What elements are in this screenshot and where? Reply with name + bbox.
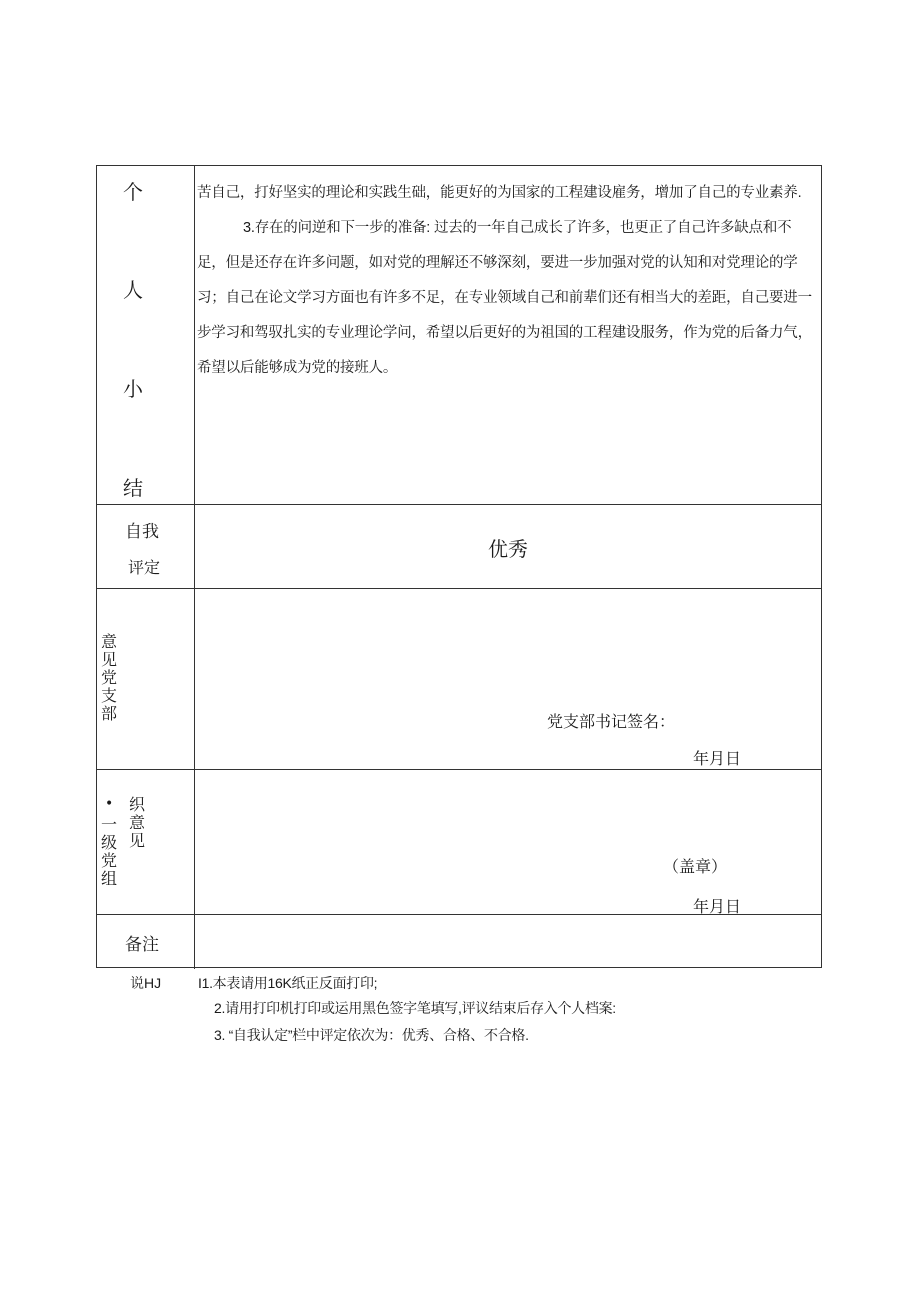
branch-opinion-date: 年月日 xyxy=(693,749,742,768)
summary-content-cell xyxy=(195,166,821,504)
self-eval-label: 评定 xyxy=(128,558,161,577)
self-eval-content-cell xyxy=(195,505,821,588)
summary-label-char: 人 xyxy=(123,278,143,302)
self-eval-label-cell xyxy=(97,505,195,588)
summary-row xyxy=(97,166,821,505)
branch-opinion-row xyxy=(97,589,821,770)
branch-secretary-signature-label: 党支部书记签名： xyxy=(547,712,676,731)
footnote-item: I1.本表请用16K纸正反面打印; xyxy=(198,975,378,991)
higher-opinion-label: 织意见 xyxy=(129,795,146,850)
summary-paragraph: 苦自己，打好坚实的理论和实践生础，能更好的为国家的工程建设雇务，增加了自己的专业素养. xyxy=(197,185,802,201)
branch-opinion-label: 意见党支部 xyxy=(101,632,118,723)
higher-opinion-label: 一级党组 xyxy=(101,815,118,888)
self-eval-label: 自我 xyxy=(125,522,159,542)
notes-content-cell xyxy=(195,915,821,969)
summary-text xyxy=(197,176,819,386)
summary-label-cell xyxy=(97,166,195,504)
notes-label-cell xyxy=(97,915,195,969)
self-eval-value: 优秀 xyxy=(488,537,528,561)
self-eval-row xyxy=(97,505,821,589)
footnote-item: 2.请用打印机打印或运用黑色签字笔填写,评议结束后存入个人档案: xyxy=(214,1000,616,1016)
stamp-label: （盖章） xyxy=(663,857,728,876)
notes-label: 备注 xyxy=(125,935,159,955)
higher-opinion-row xyxy=(97,770,821,915)
branch-opinion-label-cell xyxy=(97,589,195,769)
branch-opinion-content-cell xyxy=(195,589,821,769)
higher-opinion-date: 年月日 xyxy=(693,897,742,916)
bullet-mark: • xyxy=(105,796,114,812)
notes-row xyxy=(97,915,821,969)
summary-label-char: 结 xyxy=(123,476,143,500)
higher-opinion-content-cell xyxy=(195,770,821,914)
higher-opinion-label-cell xyxy=(97,770,195,914)
summary-label-char: 小 xyxy=(123,377,143,401)
evaluation-form-table xyxy=(96,165,822,968)
summary-paragraph: 3.存在的问逆和下一步的准备: 过去的一年自己成长了许多，也更正了自己许多缺点和不足，但是还存在许多问题，如对党的理解还不够深刻，要进一步加强对党的认知和对党理论的学习；自己在论文学习方面也有许多不足，在专业领域自己和前辈们还有相当大的差距，自己要进一步学习和驾驭扎实的专业理论学问，希望以后更好的为祖国的工程建设服务，作为党的后备力气，希望以后能够成为党的接班人。 xyxy=(197,220,812,376)
footnote-item: 3. “自我认定”栏中评定依次为：优秀、合格、不合格. xyxy=(214,1027,529,1043)
summary-label-char: 个 xyxy=(123,180,143,204)
footnote-label: 说HJ xyxy=(130,975,162,991)
